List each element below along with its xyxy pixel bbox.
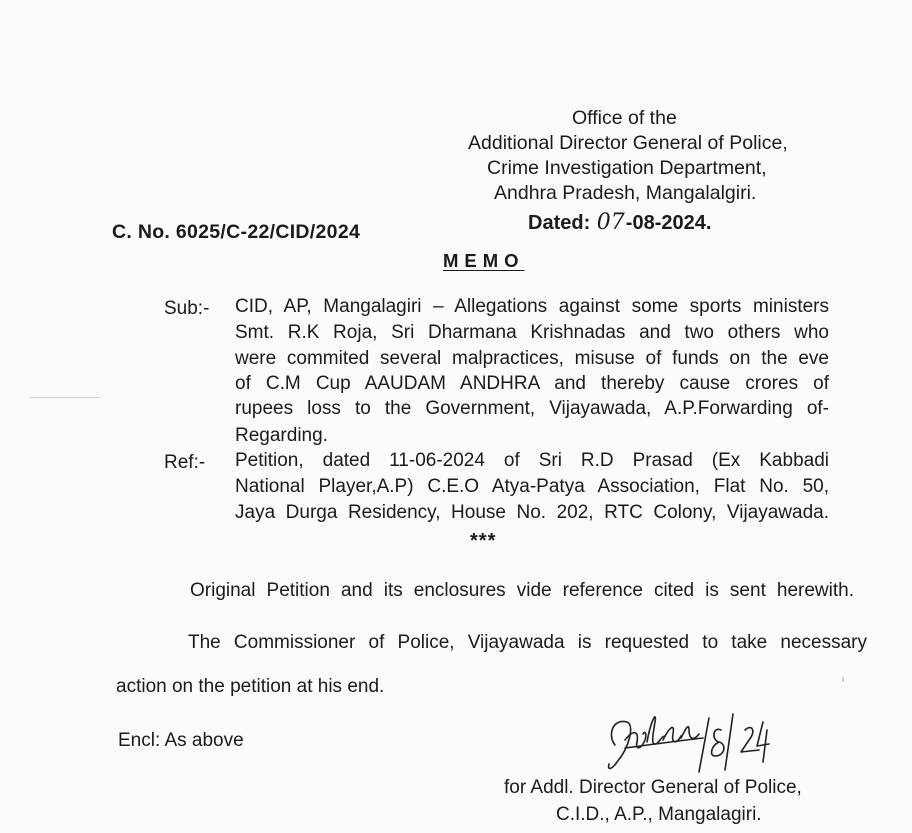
office-line-1: Office of the [572,107,677,129]
scan-artifact [842,677,844,682]
signature-scribble [585,700,785,780]
dated-label: Dated: [528,212,591,234]
dated-rest: -08-2024. [625,212,712,234]
paragraph-commissioner-line-2: action on the petition at his end. [116,676,385,697]
subject-line: CID, AP, Mangalagiri – Allegations against some sports ministers [235,296,829,317]
memo-title: MEMO [443,250,525,271]
office-line-4: Andhra Pradesh, Mangalalgiri. [494,182,757,204]
reference-line: Petition, dated 11-06-2024 of Sri R.D Prasad (Ex Kabbadi [235,450,829,471]
office-line-2: Additional Director General of Police, [468,132,788,154]
enclosure-line: Encl: As above [118,730,244,751]
reference-line: Jaya Durga Residency, House No. 202, RTC Colony, Vijayawada. [235,502,829,523]
office-line-3: Crime Investigation Department, [487,157,767,179]
dated-line [528,210,711,235]
dated-day-handwritten: 07 [596,210,625,235]
subject-line: were commited several malpractices, misuse of funds on the eve [235,348,829,369]
separator-stars: *** [470,530,497,552]
subject-line: Smt. R.K Roja, Sri Dharmana Krishnadas and two others who [235,322,829,343]
signature-designation: for Addl. Director General of Police, [504,777,802,798]
signature-office: C.I.D., A.P., Mangalagiri. [556,804,762,825]
subject-line: rupees loss to the Government, Vijayawada, A.P.Forwarding of- [235,398,829,419]
subject-line: Regarding. [235,425,328,446]
reference-label: Ref:- [164,452,206,473]
paragraph-commissioner-line-1: The Commissioner of Police, Vijayawada is requested to take necessary [188,632,867,653]
reference-line: National Player,A.P) C.E.O Atya-Patya Association, Flat No. 50, [235,476,829,497]
scan-artifact [30,397,100,398]
subject-line: of C.M Cup AAUDAM ANDHRA and thereby cause crores of [235,373,829,394]
subject-label: Sub:- [164,298,210,319]
paragraph-original-petition: Original Petition and its enclosures vide reference cited is sent herewith. [190,580,854,601]
reference-number: C. No. 6025/C-22/CID/2024 [112,221,361,243]
